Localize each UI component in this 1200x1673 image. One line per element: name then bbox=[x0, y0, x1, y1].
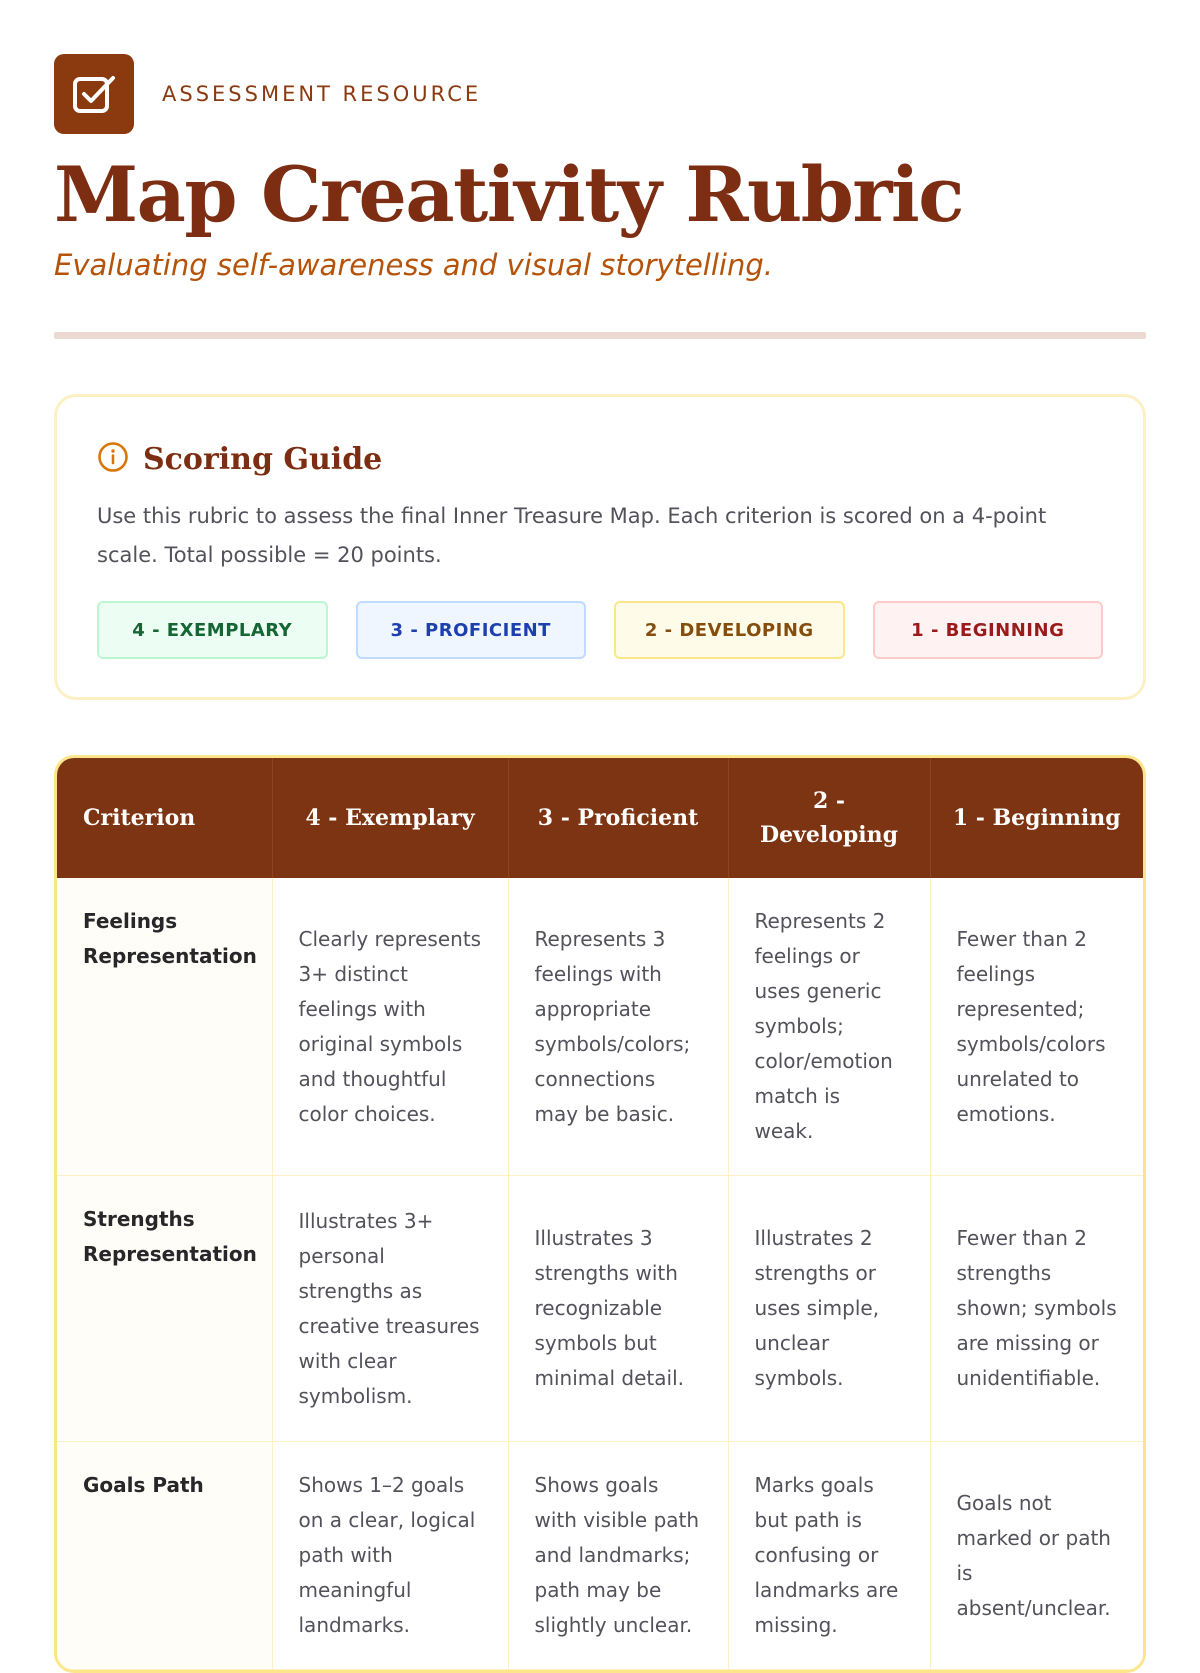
table-cell: Illustrates 3+ personal strengths as creative treasures with clear symbolism. bbox=[272, 1176, 508, 1442]
page-title: Map Creativity Rubric bbox=[54, 150, 964, 239]
table-cell: Fewer than 2 strengths shown; symbols are missing or unidentifiable. bbox=[930, 1176, 1143, 1442]
table-cell: Represents 3 feelings with appropriate symbols/colors; connections may be basic. bbox=[508, 878, 728, 1176]
scoring-guide-card bbox=[54, 394, 1146, 700]
badge-beginning: 1 - BEGINNING bbox=[873, 601, 1104, 659]
rubric-table-container bbox=[54, 755, 1146, 1673]
table-row bbox=[57, 1176, 1143, 1442]
table-row bbox=[57, 1442, 1143, 1670]
column-header: Criterion bbox=[57, 758, 272, 878]
table-cell: Shows 1–2 goals on a clear, logical path with meaningful landmarks. bbox=[272, 1442, 508, 1670]
column-header: 2 - Developing bbox=[728, 758, 930, 878]
table-cell: Illustrates 3 strengths with recognizable symbols but minimal detail. bbox=[508, 1176, 728, 1442]
header-divider bbox=[54, 332, 1146, 339]
badge-exemplary: 4 - EXEMPLARY bbox=[97, 601, 328, 659]
rubric-table bbox=[57, 758, 1143, 1670]
checkbox-icon bbox=[54, 54, 134, 134]
header-eyebrow-row bbox=[54, 54, 1146, 134]
criterion-cell: Goals Path bbox=[57, 1442, 272, 1670]
table-cell: Fewer than 2 feelings represented; symbols/colors unrelated to emotions. bbox=[930, 878, 1143, 1176]
score-badges bbox=[97, 601, 1103, 659]
table-header-row bbox=[57, 758, 1143, 878]
table-cell: Illustrates 2 strengths or uses simple, unclear symbols. bbox=[728, 1176, 930, 1442]
column-header: 1 - Beginning bbox=[930, 758, 1143, 878]
badge-developing: 2 - DEVELOPING bbox=[614, 601, 845, 659]
table-cell: Represents 2 feelings or uses generic symbols; color/emotion match is weak. bbox=[728, 878, 930, 1176]
table-cell: Shows goals with visible path and landmarks; path may be slightly unclear. bbox=[508, 1442, 728, 1670]
column-header: 4 - Exemplary bbox=[272, 758, 508, 878]
criterion-cell: Feelings Representation bbox=[57, 878, 272, 1176]
eyebrow-label: ASSESSMENT RESOURCE bbox=[162, 82, 482, 106]
table-cell: Marks goals but path is confusing or landmarks are missing. bbox=[728, 1442, 930, 1670]
rubric-page bbox=[54, 54, 1146, 1673]
table-row bbox=[57, 878, 1143, 1176]
scoring-guide-header bbox=[97, 441, 1103, 477]
table-cell: Clearly represents 3+ distinct feelings with original symbols and thoughtful color choices. bbox=[272, 878, 508, 1176]
criterion-cell: Strengths Representation bbox=[57, 1176, 272, 1442]
info-icon bbox=[97, 441, 129, 477]
scoring-guide-text: Use this rubric to assess the final Inner Treasure Map. Each criterion is scored on a 4-point scale. Total possible = 20 points. bbox=[97, 504, 1047, 567]
page-subtitle: Evaluating self-awareness and visual storytelling. bbox=[54, 248, 773, 282]
badge-proficient: 3 - PROFICIENT bbox=[356, 601, 587, 659]
scoring-guide-title: Scoring Guide bbox=[143, 441, 383, 477]
table-cell: Goals not marked or path is absent/unclear. bbox=[930, 1442, 1143, 1670]
column-header: 3 - Proficient bbox=[508, 758, 728, 878]
